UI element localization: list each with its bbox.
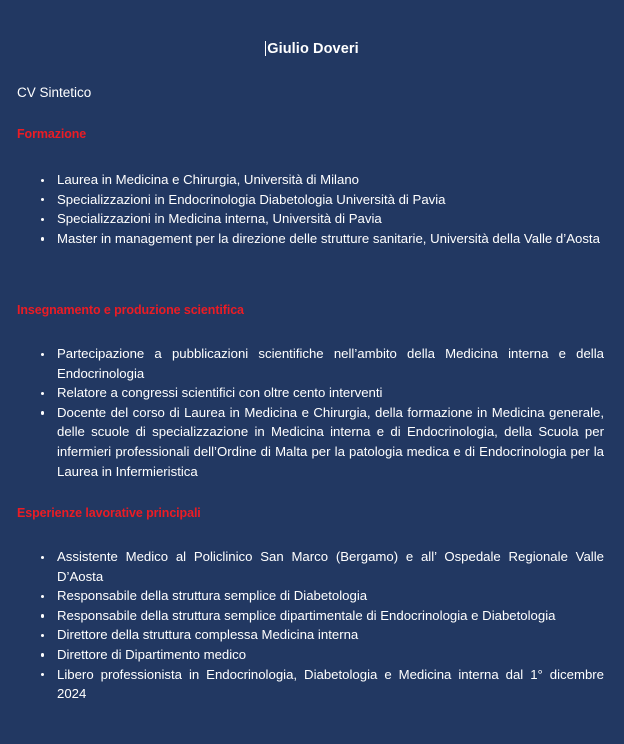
document-subtitle: CV Sintetico: [17, 85, 92, 100]
list-item: Docente del corso di Laurea in Medicina e Chirurgia, della formazione in Medicina generale, delle scuole di specializzazione in Medicina interna e di Endocrinologia, della Scuola per infermieri professionali dell’Ordine di Malta per la patologia medica e di Endocrinologia per la Laurea in Infermieristica: [41, 403, 604, 481]
list-item: Laurea in Medicina e Chirurgia, Università di Milano: [41, 170, 604, 190]
bullet-list: [41, 547, 604, 704]
bullet-list: [41, 170, 604, 248]
page-title-text: Giulio Doveri: [267, 41, 359, 57]
list-item: Specializzazioni in Medicina interna, Università di Pavia: [41, 209, 604, 229]
section-heading: Insegnamento e produzione scientifica: [17, 303, 244, 317]
page-title: [0, 0, 624, 58]
section-heading: Esperienze lavorative principali: [17, 506, 201, 520]
section-insegnamento: [17, 303, 607, 481]
list-item: Direttore della struttura complessa Medicina interna: [41, 625, 604, 645]
list-item: Master in management per la direzione delle strutture sanitarie, Università della Valle d’Aosta: [41, 229, 604, 249]
list-item: Libero professionista in Endocrinologia, Diabetologia e Medicina interna dal 1° dicembre 2024: [41, 665, 604, 704]
section-heading: Formazione: [17, 127, 87, 141]
list-item: Partecipazione a pubblicazioni scientifiche nell’ambito della Medicina interna e della Endocrinologia: [41, 344, 604, 383]
list-item: Specializzazioni in Endocrinologia Diabetologia Università di Pavia: [41, 190, 604, 210]
list-item: Relatore a congressi scientifici con oltre cento interventi: [41, 383, 604, 403]
list-item: Responsabile della struttura semplice dipartimentale di Endocrinologia e Diabetologia: [41, 606, 604, 626]
section-formazione: [17, 127, 607, 248]
list-item: Assistente Medico al Policlinico San Marco (Bergamo) e all’ Ospedale Regionale Valle D’Aosta: [41, 547, 604, 586]
section-esperienze: [17, 506, 607, 704]
list-item: Responsabile della struttura semplice di Diabetologia: [41, 586, 604, 606]
bullet-list: [41, 344, 604, 481]
list-item: Direttore di Dipartimento medico: [41, 645, 604, 665]
